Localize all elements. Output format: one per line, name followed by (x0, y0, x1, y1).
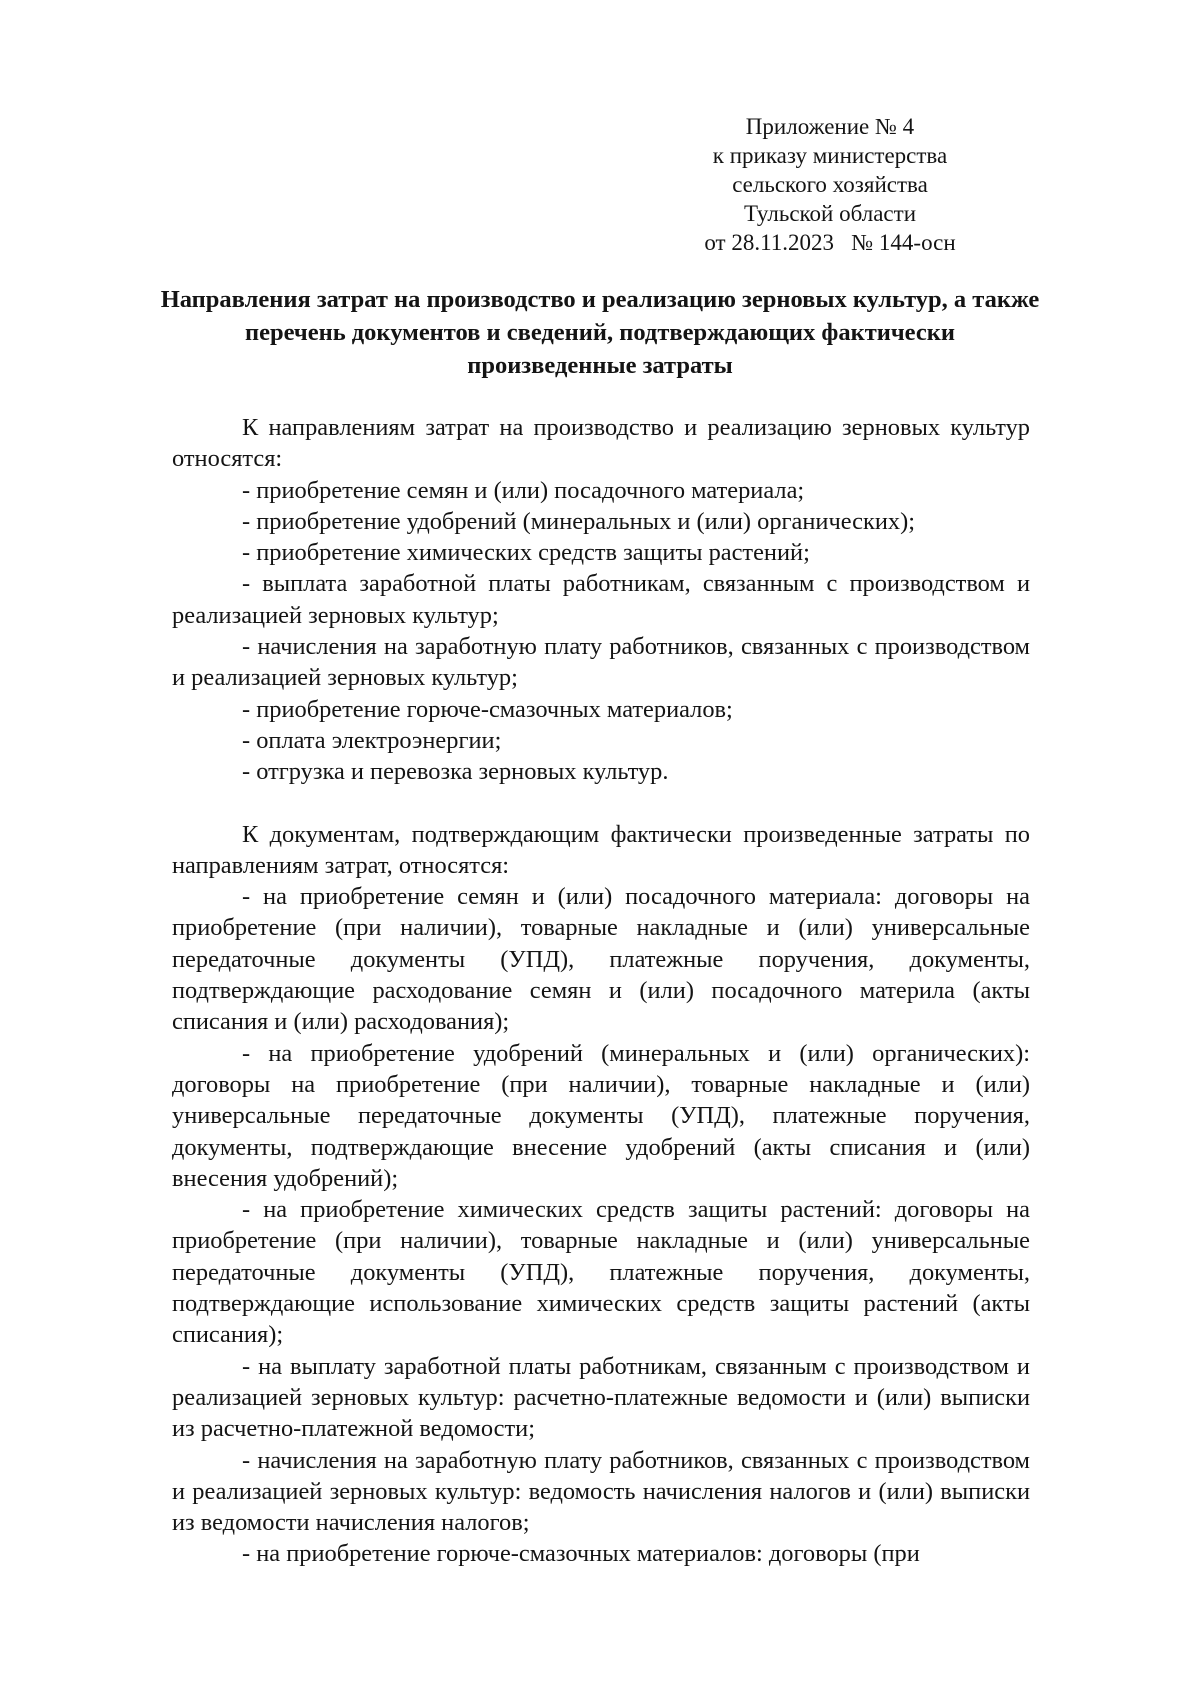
appendix-header (700, 112, 960, 257)
section2-item: - на выплату заработной платы работникам, связанным с производством и реализацией зерновых культур: расчетно-платежные ведомости и (или) выписки из расчетно-платежной ведомости; (172, 1352, 1030, 1443)
section1-item: - приобретение удобрений (минеральных и (или) органических); (242, 507, 915, 535)
section1-item: - начисления на заработную плату работников, связанных с производством и реализацией зерновых культур; (172, 633, 1030, 692)
section1-item: - выплата заработной платы работникам, связанным с производством и реализацией зерновых культур; (172, 570, 1030, 629)
section1-intro: К направлениям затрат на производство и реализацию зерновых культур относятся: (172, 414, 1030, 473)
appendix-number: Приложение № 4 (745, 114, 915, 139)
appendix-ministry-line: сельского хозяйства (732, 172, 928, 197)
appendix-region-line: Тульской области (743, 201, 917, 226)
section2-item: - на приобретение химических средств защиты растений: договоры на приобретение (при наличии), товарные накладные и (или) универсальные передаточные документы (УПД), платежные поручения, документы, подтверждающие использование химических средств защиты растений (акты списания); (172, 1196, 1030, 1349)
section1-item: - отгрузка и перевозка зерновых культур. (242, 758, 669, 786)
section1-item: - приобретение химических средств защиты растений; (242, 539, 810, 567)
section1-item: - оплата электроэнергии; (242, 726, 502, 754)
section2-item: - начисления на заработную плату работников, связанных с производством и реализацией зерновых культур: ведомость начисления налогов и (или) выписки из ведомости начисления налогов; (172, 1446, 1030, 1537)
section1-item: - приобретение горюче-смазочных материалов; (242, 695, 733, 723)
section2-item: - на приобретение удобрений (минеральных и (или) органических): договоры на приобретение (при наличии), товарные накладные и (или) универсальные передаточные документы (УПД), платежные поручения, документы, подтверждающие внесение удобрений (акты списания и (или) внесения удобрений); (172, 1039, 1030, 1192)
appendix-order-line: к приказу министерства (712, 143, 948, 168)
document-body (172, 412, 1030, 1570)
section2-item: - на приобретение горюче-смазочных материалов: договоры (при (242, 1540, 920, 1568)
section2-item: - на приобретение семян и (или) посадочного материала: договоры на приобретение (при наличии), товарные накладные и (или) универсальные передаточные документы (УПД), платежные поручения, документы, подтверждающие расходование семян и (или) посадочного материла (акты списания и (или) расходования); (172, 883, 1030, 1036)
document-title: Направления затрат на производство и реализацию зерновых культур, а также перечень документов и сведений, подтверждающих фактически произведенные затраты (160, 286, 1040, 379)
appendix-date-number: от 28.11.2023 № 144-осн (704, 230, 956, 255)
section2-intro: К документам, подтверждающим фактически произведенные затраты по направлениям затрат, относятся: (172, 820, 1030, 879)
section1-item: - приобретение семян и (или) посадочного материала; (242, 476, 805, 504)
